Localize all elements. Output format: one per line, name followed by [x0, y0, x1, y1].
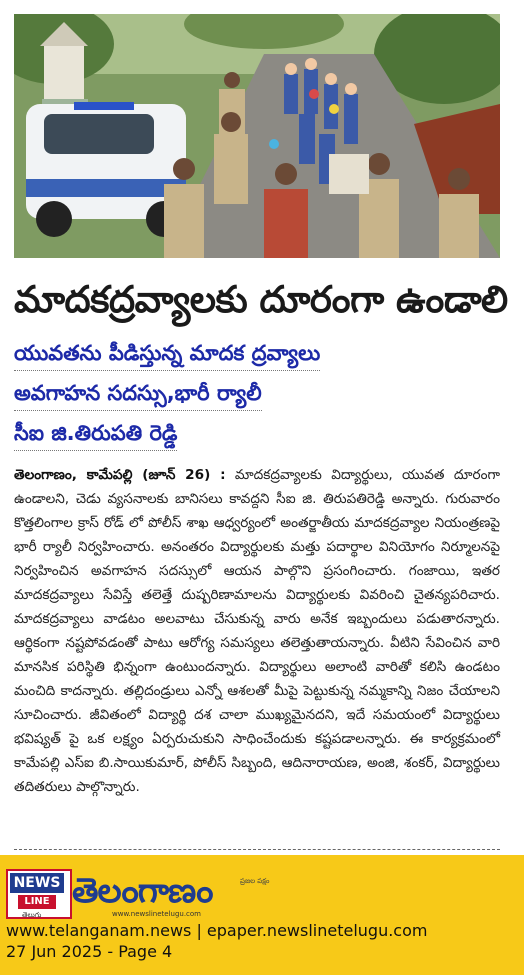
epaper-footer: [0, 855, 524, 975]
subheadline-2: అవగాహన సదస్సు,భారీ ర్యాలీ: [14, 378, 262, 411]
logo-telugu-text: తెలుగు: [22, 911, 42, 919]
article-dateline: తెలంగాణం, కామేపల్లి (జూన్ 26) :: [14, 467, 226, 483]
article-body: [14, 463, 500, 799]
logo-news-text: NEWS: [10, 873, 64, 893]
masthead-title: తెలంగాణం: [72, 871, 213, 911]
footer-divider: [14, 849, 500, 850]
subheadline-3: సీఐ జి.తిరుపతి రెడ్డి: [14, 418, 177, 451]
subheadline-group: [14, 338, 500, 458]
source-line[interactable]: www.telanganam.news | epaper.newslinetelugu.com: [6, 921, 428, 940]
date-page-line: 27 Jun 2025 - Page 4: [6, 942, 173, 961]
article-body-text: మాదకద్రవ్యాలకు విద్యార్థులు, యువత దూరంగా ఉండాలని, చెడు వ్యసనాలకు బానిసలు కావద్దని సీఐ జి. తిరుపతిరెడ్డి అన్నారు. గురువారం కొత్తలింగాల క్రాస్ రోడ్ లో పోలీస్ శాఖ ఆధ్వర్యంలో అంతర్జాతీయ మాదకద్రవ్యాల నియంత్రణపై భారీ ర్యాలీ నిర్వహించారు. అనంతరం విద్యార్థులకు మత్తు పదార్థాల వినియోగం నిర్మూలనపై నిర్వహించిన అవగాహన సదస్సులో ఆయన పాల్గొని ప్రసంగించారు. గంజాయి, ఇతర మాదకద్రవ్యాలు సేవిస్తే తలెత్తే దుష్పరిణామాలను విద్యార్థులకు వివరించి చైతన్యపరిచారు. మాదకద్రవ్యాలు వాడటం అలవాటు చేసుకున్న వారు అనేక ఇబ్బందులు పడుతారన్నారు. ఆర్థికంగా నష్టపోవడంతో పాటు ఆరోగ్య సమస్యలు తలెత్తుతాయన్నారు. వీటిని సేవించిన వారి మానసిక పరిస్థితి భిన్నంగా ఉంటుందన్నారు. విద్యార్థులు అలాంటి వారితో కలిసి ఉండటం మంచిది కాదన్నారు. తల్లిదండ్రులు ఎన్నో ఆశలతో మీపై పెట్టుకున్న నమ్మకాన్ని నిజం చేయాలని సూచించారు. జీవితంలో విద్యార్థి దశ చాలా ముఖ్యమైనదని, ఇదే సమయంలో విద్యార్థులు భవిష్యత్ పై ఒక లక్ష్యం ఏర్పరుచుకుని సాధించేందుకు కష్టపడాలన్నారు. ఈ కార్యక్రమంలో కామేపల్లి ఎస్ఐ బి.సాయికుమార్, పోలీస్ సిబ్బంది, ఆదినారాయణ, అంజి, శంకర్, విద్యార్థులు తదితరులు పాల్గొన్నారు.: [14, 467, 500, 795]
news-photo: [14, 14, 500, 258]
rally-photo-image: [14, 14, 500, 258]
subheadline-1: యువతను పీడిస్తున్న మాదక ద్రవ్యాలు: [14, 338, 320, 371]
logo-line-text: LINE: [18, 895, 56, 909]
masthead-site-url[interactable]: www.newslinetelugu.com: [112, 910, 201, 918]
masthead-tagline: ప్రజల పక్షం: [240, 877, 270, 885]
newsline-logo: [6, 869, 72, 919]
article-headline: మాదకద్రవ్యాలకు దూరంగా ఉండాలి: [14, 278, 508, 321]
